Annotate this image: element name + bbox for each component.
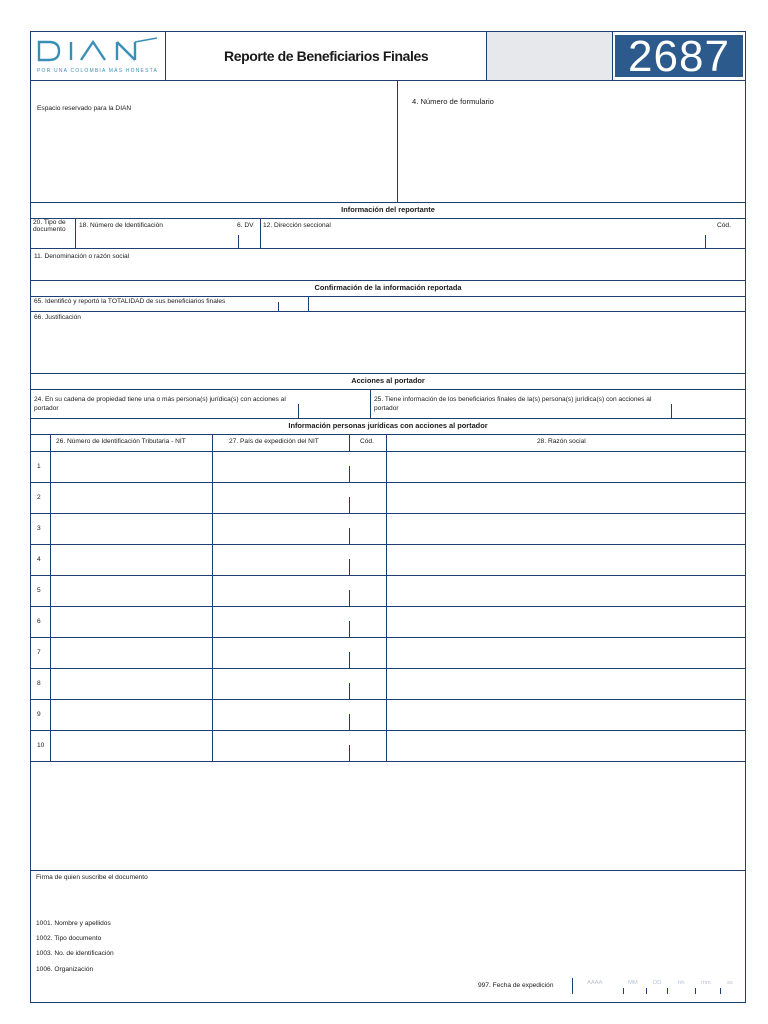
header-gray-box	[487, 32, 612, 80]
cod-cell-divider	[349, 745, 350, 761]
table-row-border	[31, 730, 745, 731]
table-row-border	[31, 699, 745, 700]
table-row-number: 10	[37, 742, 45, 749]
seccional-label: 12. Dirección seccional	[263, 222, 331, 229]
form-frame	[30, 31, 746, 1003]
cod-cell-divider	[349, 528, 350, 544]
q66-label: 66. Justificación	[34, 314, 81, 321]
form-number-badge: 2687	[615, 35, 743, 77]
time-minute-hint: mm	[701, 980, 711, 986]
table-row-border	[31, 606, 745, 607]
table-row-border	[31, 544, 745, 545]
issue-date-label: 997. Fecha de expedición	[478, 982, 554, 989]
cod-cell-divider	[349, 652, 350, 668]
col-country-header: 27. País de expedición del NIT	[229, 438, 319, 445]
table-row-number: 9	[37, 711, 41, 718]
dv-label: 6. DV	[237, 222, 254, 229]
cod-cell-divider	[349, 683, 350, 699]
cod-cell-divider	[349, 466, 350, 482]
table-row-number: 7	[37, 649, 41, 656]
table-row-number: 4	[37, 556, 41, 563]
time-second-hint: ss	[727, 980, 733, 986]
company-name-label: 11. Denominación o razón social	[34, 253, 130, 260]
section-bearer-shares: Acciones al portador	[351, 376, 425, 385]
cod-cell-divider	[349, 559, 350, 575]
date-day-hint: DD	[653, 980, 662, 986]
date-month-hint: MM	[628, 980, 638, 986]
table-row-border	[31, 761, 745, 762]
signer-doc-type-label: 1002. Tipo documento	[36, 935, 102, 942]
full-name-label: 1001. Nombre y apellidos	[36, 920, 111, 927]
q25-label: 25. Tiene información de los beneficiarios finales de la(s) persona(s) jurídica(s) con acciones al portador	[374, 396, 652, 412]
organization-label: 1006. Organización	[36, 966, 94, 973]
cod-cell-divider	[349, 590, 350, 606]
table-row-border	[31, 637, 745, 638]
table-row-border	[31, 668, 745, 669]
cod-cell-divider	[349, 714, 350, 730]
logo-tagline: POR UNA COLOMBIA MÁS HONESTA	[37, 68, 159, 74]
table-row-number: 6	[37, 618, 41, 625]
section-reporter: Información del reportante	[341, 205, 435, 214]
seccional-cod-label: Cód.	[717, 222, 731, 229]
form-title: Reporte de Beneficiarios Finales	[224, 48, 429, 64]
signer-label: Firma de quien suscribe el documento	[36, 874, 148, 881]
col-nit-header: 26. Número de Identificación Tributaria - NIT	[56, 438, 186, 445]
table-row-number: 5	[37, 587, 41, 594]
form-number-label: 4. Número de formulario	[412, 97, 494, 106]
time-hour-hint: hh	[678, 980, 685, 986]
id-number-label: 18. Número de Identificación	[79, 222, 163, 229]
table-row-number: 8	[37, 680, 41, 687]
cod-cell-divider	[349, 621, 350, 637]
dian-logo-icon	[35, 34, 163, 68]
cod-cell-divider	[349, 497, 350, 513]
table-row-number: 3	[37, 525, 41, 532]
table-row-border	[31, 575, 745, 576]
table-row-border	[31, 482, 745, 483]
table-row-border	[31, 513, 745, 514]
signer-id-number-label: 1003. No. de identificación	[36, 950, 114, 957]
dian-logo	[35, 34, 163, 78]
table-row-number: 1	[37, 463, 41, 470]
q65-label: 65. Identificó y reportó la TOTALIDAD de sus beneficiarios finales	[34, 298, 226, 305]
col-company-header: 28. Razón social	[537, 438, 586, 445]
col-cod-header: Cód.	[360, 438, 374, 445]
section-confirmation: Confirmación de la información reportada	[314, 283, 462, 292]
table-row-number: 2	[37, 494, 41, 501]
doc-type-label: 20. Tipo de documento	[33, 219, 66, 233]
section-legal-entities: Información personas jurídicas con acciones al portador	[288, 421, 488, 430]
q24-label: 24. En su cadena de propiedad tiene una o más persona(s) jurídica(s) con acciones al portador	[34, 396, 286, 412]
dian-reserved-label: Espacio reservado para la DIAN	[37, 105, 132, 112]
date-year-hint: AAAA	[587, 980, 603, 986]
